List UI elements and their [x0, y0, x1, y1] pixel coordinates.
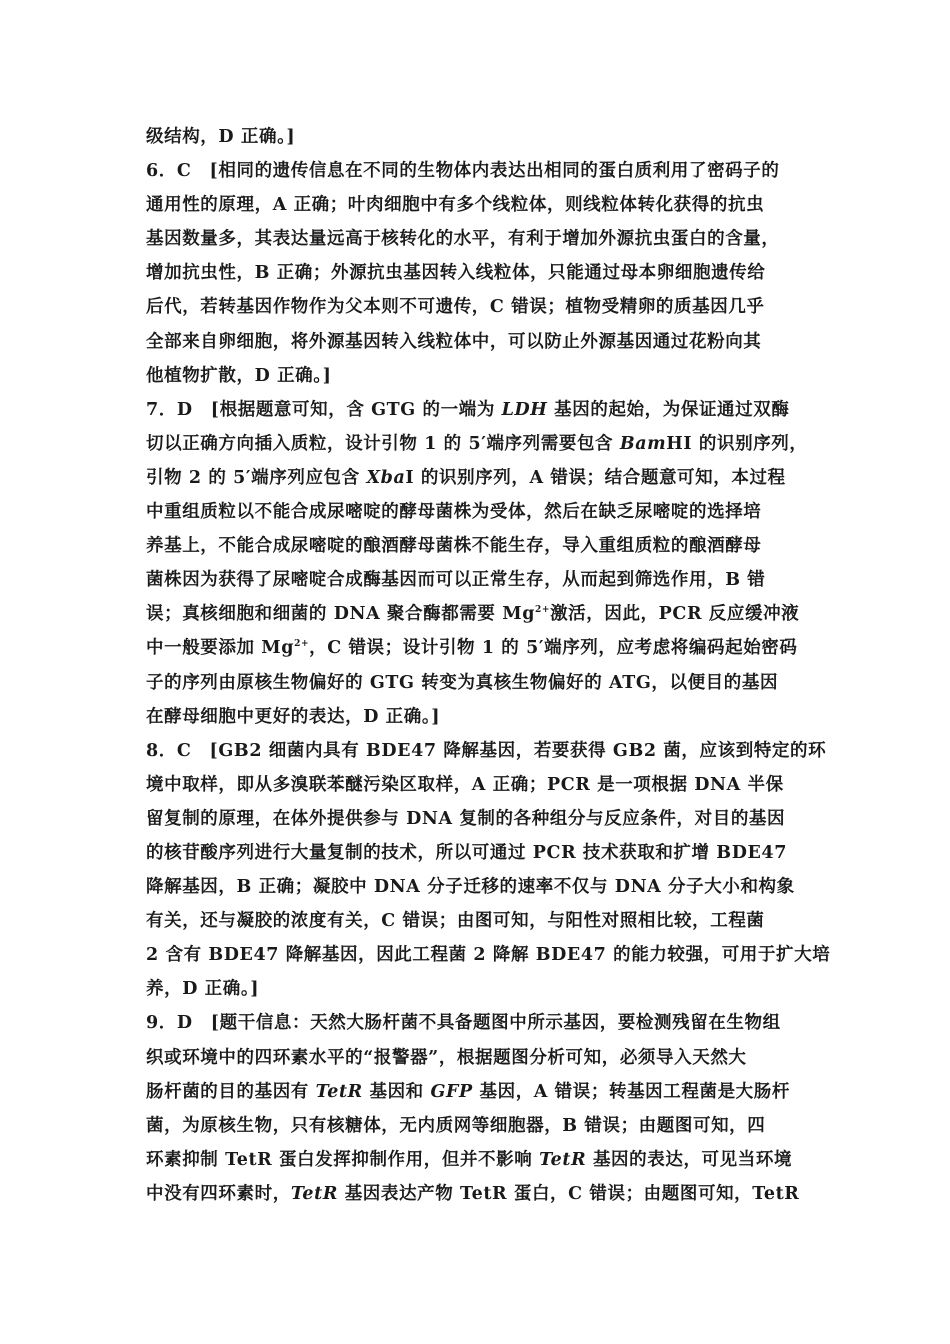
text-line: 后代，若转基因作物作为父本则不可遗传，C 错误；植物受精卵的质基因几乎: [146, 297, 765, 318]
text-line: 织或环境中的四环素水平的“报警器”，根据题图分析可知，必须导入天然大: [146, 1047, 747, 1068]
gene-name: TetR: [315, 1081, 363, 1102]
text-line: 2 含有 BDE47 降解基因，因此工程菌 2 降解 BDE47 的能力较强，可用于扩大培: [146, 945, 831, 966]
text-line: 级结构，D 正确。]: [146, 127, 296, 147]
superscript: 2+: [535, 605, 551, 616]
answer-9-line: 9．D [题干信息：天然大肠杆菌不具备题图中所示基因，要检测残留在生物组: [146, 1013, 781, 1034]
text-line: [146, 597, 818, 631]
text-line: [146, 1177, 818, 1211]
text-line: 全部来自卵细胞，将外源基因转入线粒体中，可以防止外源基因通过花粉向其: [146, 331, 762, 352]
answer-7-line: [146, 393, 818, 427]
text-segment: 基因的表达，可见当环境: [586, 1149, 793, 1170]
text-line: 菌，为原核生物，只有核糖体，无内质网等细胞器，B 错误；由题图可知，四: [146, 1115, 766, 1136]
text-segment: 激活，因此，PCR 反应缓冲液: [550, 604, 800, 625]
text-line: [146, 427, 818, 461]
text-line: 子的序列由原核生物偏好的 GTG 转变为真核生物偏好的 ATG，以便目的基因: [146, 672, 779, 693]
text-segment: 环素抑制 TetR 蛋白发挥抑制作用，但并不影响: [146, 1149, 540, 1170]
gene-name: GFP: [430, 1081, 473, 1102]
text-line: 通用性的原理，A 正确；叶肉细胞中有多个线粒体，则线粒体转化获得的抗虫: [146, 195, 765, 216]
text-segment: 7．D [根据题意可知，含 GTG 的一端为: [146, 399, 502, 420]
text-segment: 基因表达产物 TetR 蛋白，C 错误；由题图可知，TetR: [338, 1183, 800, 1204]
enzyme-name: Xba: [366, 467, 406, 488]
text-line: 中重组质粒以不能合成尿嘧啶的酵母菌株为受体，然后在缺乏尿嘧啶的选择培: [146, 502, 762, 523]
text-line: 在酵母细胞中更好的表达，D 正确。]: [146, 706, 441, 727]
gene-name: TetR: [290, 1183, 338, 1204]
text-segment: HⅠ 的识别序列，: [666, 433, 808, 454]
text-line: 留复制的原理，在体外提供参与 DNA 复制的各种组分与反应条件，对目的基因: [146, 808, 786, 829]
text-segment: 中一般要添加 Mg: [146, 638, 295, 659]
text-segment: ，C 错误；设计引物 1 的 5′端序列，应考虑将编码起始密码: [309, 638, 798, 659]
text-segment: 基因的起始，为保证通过双酶: [547, 399, 790, 420]
gene-name: TetR: [539, 1149, 587, 1170]
text-line: 基因数量多，其表达量远高于核转化的水平，有利于增加外源抗虫蛋白的含量，: [146, 229, 780, 250]
text-line: [146, 1143, 818, 1177]
answer-explanations: [146, 120, 831, 1211]
text-line: 增加抗虫性，B 正确；外源抗虫基因转入线粒体，只能通过母本卵细胞遗传给: [146, 263, 766, 284]
text-line: 有关，还与凝胶的浓度有关，C 错误；由图可知，与阳性对照相比较，工程菌: [146, 911, 765, 932]
text-line: [146, 461, 818, 495]
text-line: 境中取样，即从多溴联苯醚污染区取样，A 正确；PCR 是一项根据 DNA 半保: [146, 774, 784, 795]
answer-6-line: 6．C [相同的遗传信息在不同的生物体内表达出相同的蛋白质利用了密码子的: [146, 161, 780, 182]
gene-name: LDH: [501, 399, 548, 420]
text-segment: 基因，A 错误；转基因工程菌是大肠杆: [472, 1081, 790, 1102]
text-line: [146, 1075, 818, 1109]
text-line: 养，D 正确。]: [146, 979, 260, 1000]
text-line: 降解基因，B 正确；凝胶中 DNA 分子迁移的速率不仅与 DNA 分子大小和构象: [146, 877, 795, 898]
text-line: 菌株因为获得了尿嘧啶合成酶基因而可以正常生存，从而起到筛选作用，B 错: [146, 570, 766, 591]
text-segment: 切以正确方向插入质粒，设计引物 1 的 5′端序列需要包含: [146, 433, 620, 454]
text-line: 养基上，不能合成尿嘧啶的酿酒酵母菌株不能生存，导入重组质粒的酿酒酵母: [146, 536, 762, 557]
text-line: 他植物扩散，D 正确。]: [146, 365, 332, 386]
text-segment: 中没有四环素时，: [146, 1183, 291, 1204]
text-segment: 肠杆菌的目的基因有: [146, 1081, 316, 1102]
text-line: [146, 631, 818, 665]
superscript: 2+: [294, 639, 310, 650]
text-segment: 误；真核细胞和细菌的 DNA 聚合酶都需要 Mg: [146, 604, 536, 625]
enzyme-name: Bam: [619, 433, 667, 454]
text-segment: 引物 2 的 5′端序列应包含: [146, 467, 367, 488]
answer-8-line: 8．C [GB2 细菌内具有 BDE47 降解基因，若要获得 GB2 菌，应该到特定的环: [146, 740, 827, 761]
text-segment: Ⅰ 的识别序列，A 错误；结合题意可知，本过程: [405, 467, 786, 488]
text-line: 的核苷酸序列进行大量复制的技术，所以可通过 PCR 技术获取和扩增 BDE47: [146, 842, 787, 863]
text-segment: 基因和: [362, 1081, 431, 1102]
